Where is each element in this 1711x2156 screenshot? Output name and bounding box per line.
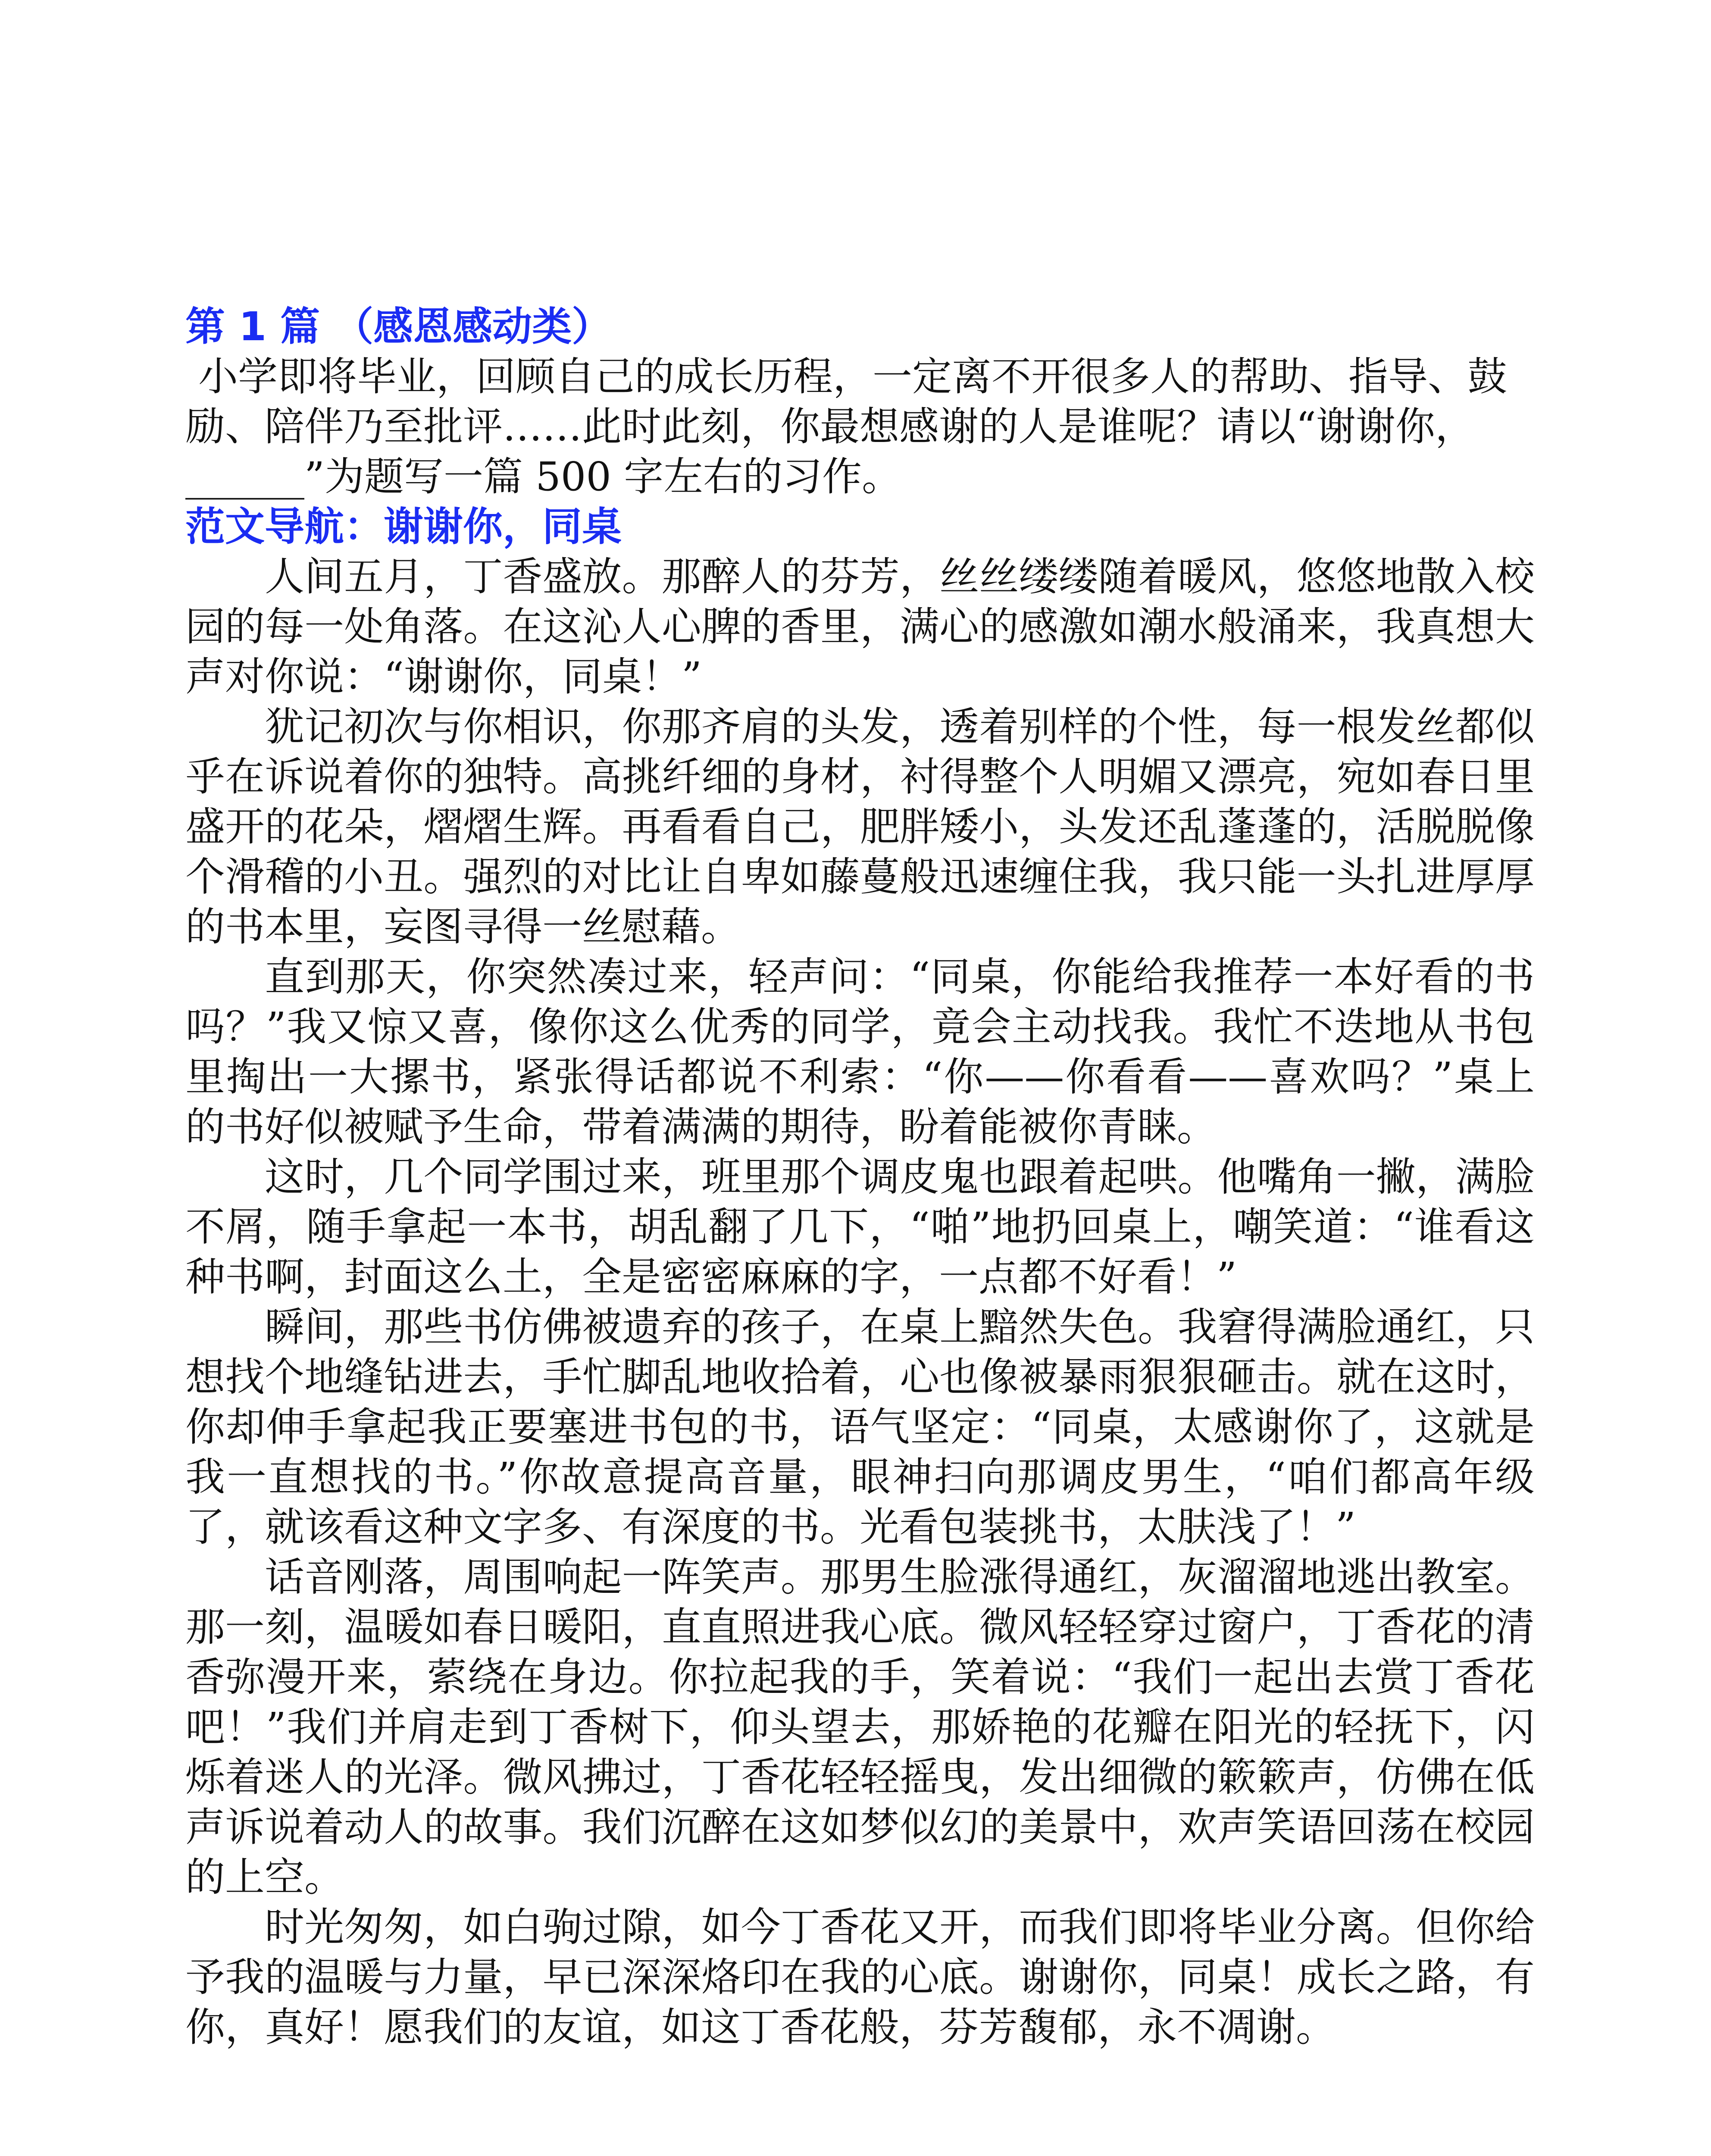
essay-paragraph: 人间五月，丁香盛放。那醉人的芬芳，丝丝缕缕随着暖风，悠悠地散入校园的每一处角落。在这沁人心脾的香里，满心的感激如潮水般涌来，我真想大声对你说：“谢谢你，同桌！” [185, 554, 1535, 700]
essay-title: 范文导航：谢谢你，同桌 [185, 504, 622, 550]
writing-prompt: 小学即将毕业，回顾自己的成长历程，一定离不开很多人的帮助、指导、鼓励、陪伴乃至批评……此时此刻，你最想感谢的人是谁呢？请以“谢谢你，______”为题写一篇 500 字左右的习作。 [185, 354, 1508, 500]
essay-paragraph: 犹记初次与你相识，你那齐肩的头发，透着别样的个性，每一根发丝都似乎在诉说着你的独特。高挑纤细的身材，衬得整个人明媚又漂亮，宛如春日里盛开的花朵，熠熠生辉。再看看自己，肥胖矮小，头发还乱蓬蓬的，活脱脱像个滑稽的小丑。强烈的对比让自卑如藤蔓般迅速缠住我，我只能一头扎进厚厚的书本里，妄图寻得一丝慰藉。 [185, 704, 1535, 950]
document-body [185, 302, 1535, 2053]
essay-paragraph: 时光匆匆，如白驹过隙，如今丁香花又开，而我们即将毕业分离。但你给予我的温暖与力量，早已深深烙印在我的心底。谢谢你，同桌！成长之路，有你，真好！愿我们的友谊，如这丁香花般，芬芳馥郁，永不凋谢。 [185, 1904, 1535, 2050]
essay-paragraph: 话音刚落，周围响起一阵笑声。那男生脸涨得通红，灰溜溜地逃出教室。那一刻，温暖如春日暖阳，直直照进我心底。微风轻轻穿过窗户，丁香花的清香弥漫开来，萦绕在身边。你拉起我的手，笑着说：“我们一起出去赏丁香花吧！”我们并肩走到丁香树下，仰头望去，那娇艳的花瓣在阳光的轻抚下，闪烁着迷人的光泽。微风拂过，丁香花轻轻摇曳，发出细微的簌簌声，仿佛在低声诉说着动人的故事。我们沉醉在这如梦似幻的美景中，欢声笑语回荡在校园的上空。 [185, 1554, 1535, 1900]
essay-paragraph: 这时，几个同学围过来，班里那个调皮鬼也跟着起哄。他嘴角一撇，满脸不屑，随手拿起一本书，胡乱翻了几下，“啪”地扔回桌上，嘲笑道：“谁看这种书啊，封面这么土，全是密密麻麻的字，一点都不好看！” [185, 1154, 1535, 1300]
essay-paragraph: 瞬间，那些书仿佛被遗弃的孩子，在桌上黯然失色。我窘得满脸通红，只想找个地缝钻进去，手忙脚乱地收拾着，心也像被暴雨狠狠砸击。就在这时，你却伸手拿起我正要塞进书包的书，语气坚定：“同桌，太感谢你了，这就是我一直想找的书。”你故意提高音量，眼神扫向那调皮男生，“咱们都高年级了，就该看这种文字多、有深度的书。光看包装挑书，太肤浅了！” [185, 1304, 1535, 1550]
section-title: 第 1 篇 （感恩感动类） [185, 304, 612, 350]
essay-paragraph: 直到那天，你突然凑过来，轻声问：“同桌，你能给我推荐一本好看的书吗？”我又惊又喜，像你这么优秀的同学，竟会主动找我。我忙不迭地从书包里掏出一大摞书，紧张得话都说不利索：“你——你看看——喜欢吗？”桌上的书好似被赋予生命，带着满满的期待，盼着能被你青睐。 [185, 954, 1535, 1150]
